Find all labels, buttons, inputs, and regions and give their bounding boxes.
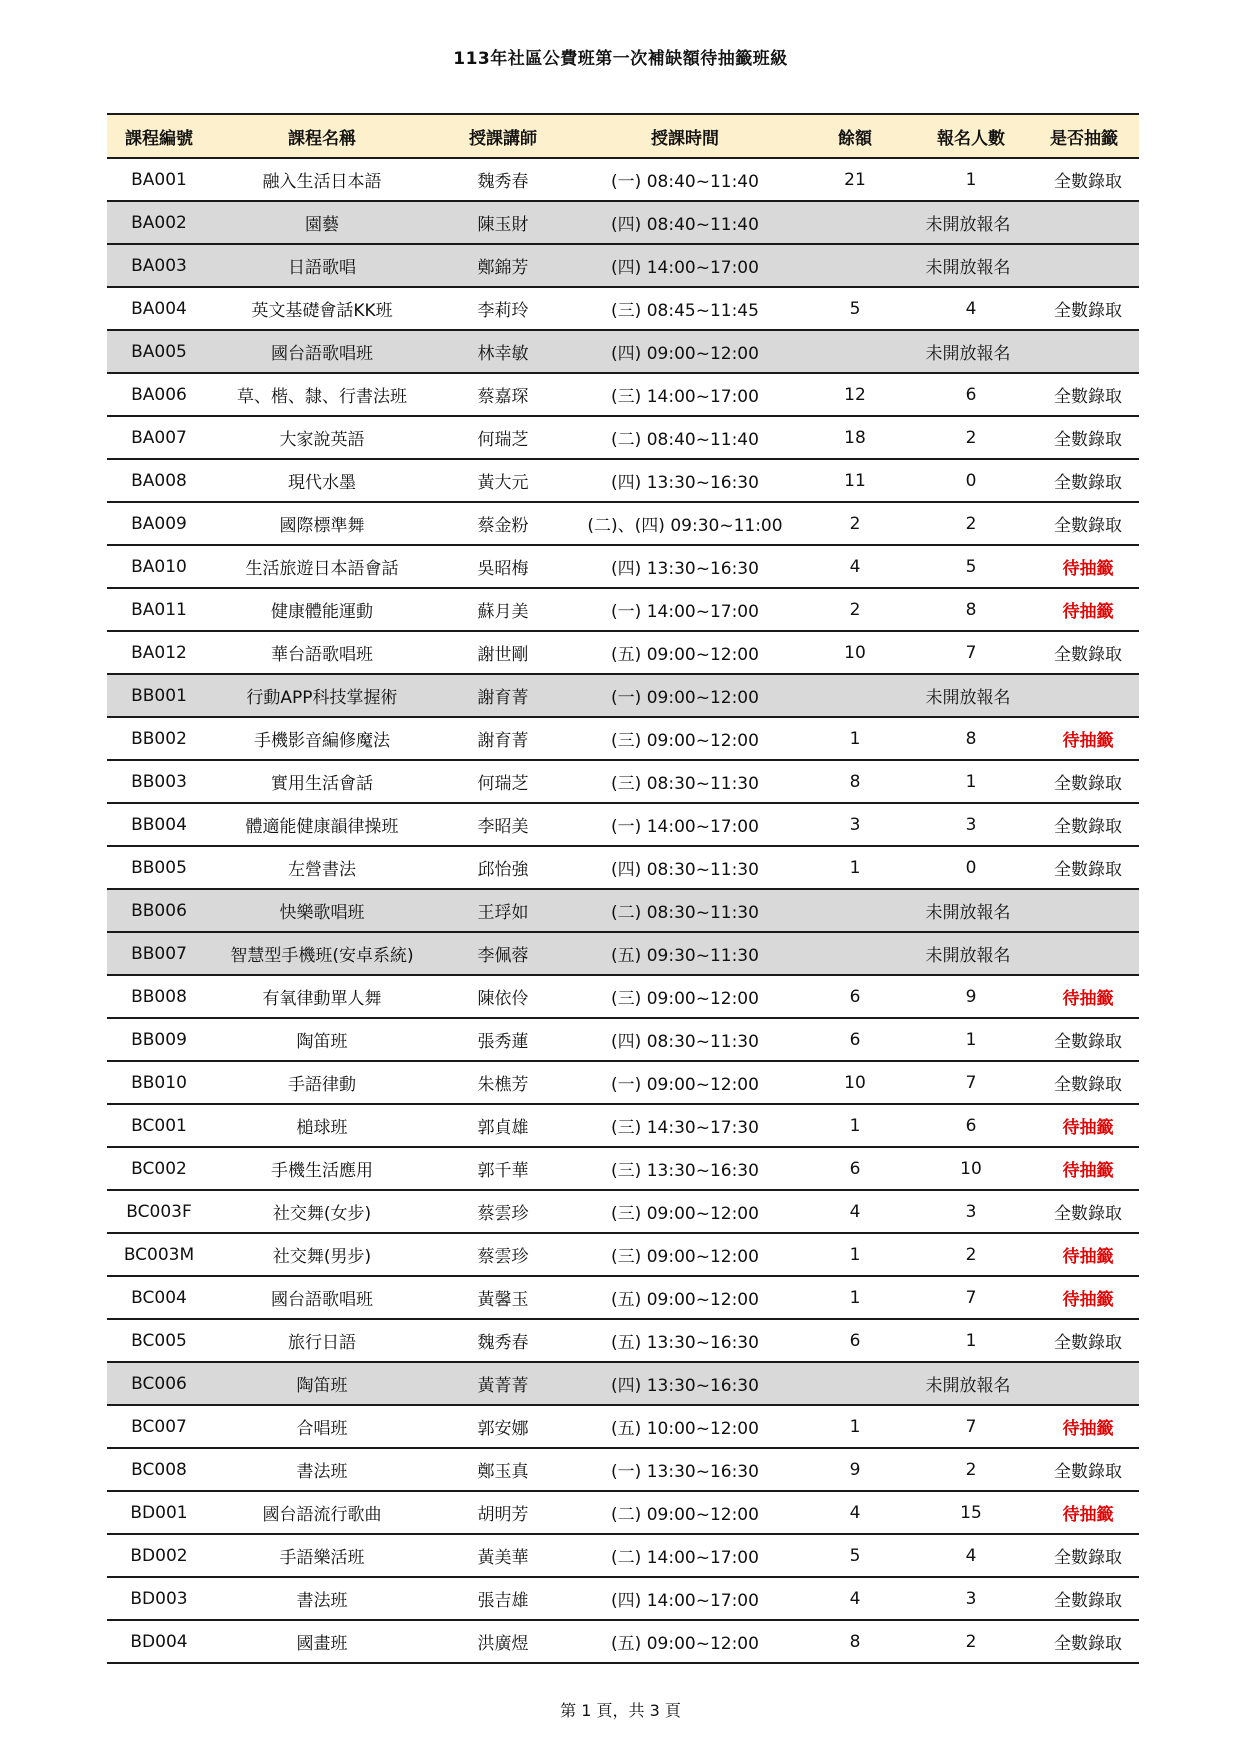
course-name: 手機影音編修魔法 xyxy=(211,717,433,760)
course-name: 國台語流行歌曲 xyxy=(211,1491,433,1534)
course-name: 融入生活日本語 xyxy=(211,158,433,201)
enrolled-count: 6 xyxy=(913,373,1029,416)
table-row xyxy=(107,889,1139,932)
teacher-name: 郭貞雄 xyxy=(433,1104,573,1147)
table-row xyxy=(107,1104,1139,1147)
quota-value: 12 xyxy=(797,373,913,416)
table-row xyxy=(107,373,1139,416)
teacher-name: 鄭錦芳 xyxy=(433,244,573,287)
quota-value: 6 xyxy=(797,975,913,1018)
teacher-name: 林幸敏 xyxy=(433,330,573,373)
table-row xyxy=(107,1233,1139,1276)
course-name: 健康體能運動 xyxy=(211,588,433,631)
teacher-name: 蔡雲珍 xyxy=(433,1233,573,1276)
course-code: BA009 xyxy=(107,502,211,545)
class-time: (四) 08:30~11:30 xyxy=(573,846,797,889)
lottery-status: 全數錄取 xyxy=(1029,760,1139,803)
enrolled-count: 7 xyxy=(913,1276,1029,1319)
lottery-status: 待抽籤 xyxy=(1029,1104,1139,1147)
teacher-name: 李莉玲 xyxy=(433,287,573,330)
course-name: 實用生活會話 xyxy=(211,760,433,803)
table-row xyxy=(107,1448,1139,1491)
class-time: (四) 08:30~11:30 xyxy=(573,1018,797,1061)
enrolled-count: 10 xyxy=(913,1147,1029,1190)
course-name: 現代水墨 xyxy=(211,459,433,502)
course-name: 國際標準舞 xyxy=(211,502,433,545)
enrolled-count: 5 xyxy=(913,545,1029,588)
course-name: 左營書法 xyxy=(211,846,433,889)
teacher-name: 郭安娜 xyxy=(433,1405,573,1448)
table-row xyxy=(107,502,1139,545)
header-enrolled: 報名人數 xyxy=(913,114,1029,158)
quota-value: 2 xyxy=(797,588,913,631)
table-row xyxy=(107,846,1139,889)
class-time: (一) 14:00~17:00 xyxy=(573,803,797,846)
class-time: (二) 08:40~11:40 xyxy=(573,416,797,459)
class-time: (一) 09:00~12:00 xyxy=(573,1061,797,1104)
lottery-status: 全數錄取 xyxy=(1029,803,1139,846)
header-status: 是否抽籤 xyxy=(1029,114,1139,158)
teacher-name: 黃美華 xyxy=(433,1534,573,1577)
teacher-name: 陳玉財 xyxy=(433,201,573,244)
enrolled-count: 7 xyxy=(913,1405,1029,1448)
quota-value: 6 xyxy=(797,1319,913,1362)
header-teacher: 授課講師 xyxy=(433,114,573,158)
quota-value: 3 xyxy=(797,803,913,846)
lottery-status: 待抽籤 xyxy=(1029,1147,1139,1190)
course-code: BC003M xyxy=(107,1233,211,1276)
class-time: (三) 08:45~11:45 xyxy=(573,287,797,330)
course-name: 陶笛班 xyxy=(211,1362,433,1405)
quota-value: 1 xyxy=(797,717,913,760)
table-row xyxy=(107,975,1139,1018)
enrolled-count: 4 xyxy=(913,287,1029,330)
course-code: BB002 xyxy=(107,717,211,760)
course-name: 手語律動 xyxy=(211,1061,433,1104)
table-row xyxy=(107,459,1139,502)
enrolled-count: 7 xyxy=(913,1061,1029,1104)
table-row xyxy=(107,1362,1139,1405)
table-row xyxy=(107,1276,1139,1319)
quota-value: 6 xyxy=(797,1018,913,1061)
course-code: BD001 xyxy=(107,1491,211,1534)
table-row xyxy=(107,1147,1139,1190)
course-code: BA011 xyxy=(107,588,211,631)
quota-value: 9 xyxy=(797,1448,913,1491)
quota-value: 1 xyxy=(797,1276,913,1319)
class-time: (三) 09:00~12:00 xyxy=(573,1233,797,1276)
course-name: 大家說英語 xyxy=(211,416,433,459)
class-time: (五) 09:00~12:00 xyxy=(573,631,797,674)
class-time: (五) 09:00~12:00 xyxy=(573,1276,797,1319)
class-time: (四) 13:30~16:30 xyxy=(573,545,797,588)
lottery-status: 全數錄取 xyxy=(1029,158,1139,201)
table-row xyxy=(107,1620,1139,1663)
quota-value: 4 xyxy=(797,545,913,588)
course-code: BA002 xyxy=(107,201,211,244)
course-code: BC001 xyxy=(107,1104,211,1147)
course-code: BA012 xyxy=(107,631,211,674)
registration-note: 未開放報名 xyxy=(797,244,1139,287)
class-time: (一) 13:30~16:30 xyxy=(573,1448,797,1491)
course-code: BC002 xyxy=(107,1147,211,1190)
lottery-status: 全數錄取 xyxy=(1029,1620,1139,1663)
course-name: 手語樂活班 xyxy=(211,1534,433,1577)
class-time: (三) 09:00~12:00 xyxy=(573,717,797,760)
teacher-name: 蔡金粉 xyxy=(433,502,573,545)
enrolled-count: 1 xyxy=(913,1018,1029,1061)
course-name: 社交舞(女步) xyxy=(211,1190,433,1233)
quota-value: 5 xyxy=(797,1534,913,1577)
lottery-status: 待抽籤 xyxy=(1029,1491,1139,1534)
teacher-name: 黃大元 xyxy=(433,459,573,502)
header-course-name: 課程名稱 xyxy=(211,114,433,158)
registration-note: 未開放報名 xyxy=(797,932,1139,975)
table-row xyxy=(107,287,1139,330)
teacher-name: 蘇月美 xyxy=(433,588,573,631)
class-time: (五) 10:00~12:00 xyxy=(573,1405,797,1448)
table-header-row xyxy=(107,114,1139,158)
teacher-name: 謝世剛 xyxy=(433,631,573,674)
quota-value: 4 xyxy=(797,1491,913,1534)
quota-value: 10 xyxy=(797,631,913,674)
lottery-status: 全數錄取 xyxy=(1029,1577,1139,1620)
course-name: 有氧律動單人舞 xyxy=(211,975,433,1018)
lottery-status: 待抽籤 xyxy=(1029,545,1139,588)
course-code: BA001 xyxy=(107,158,211,201)
quota-value: 4 xyxy=(797,1190,913,1233)
teacher-name: 李昭美 xyxy=(433,803,573,846)
enrolled-count: 3 xyxy=(913,1190,1029,1233)
header-time: 授課時間 xyxy=(573,114,797,158)
course-code: BB003 xyxy=(107,760,211,803)
teacher-name: 王琈如 xyxy=(433,889,573,932)
table-row xyxy=(107,1061,1139,1104)
course-code: BB009 xyxy=(107,1018,211,1061)
table-row xyxy=(107,244,1139,287)
table-row xyxy=(107,201,1139,244)
enrolled-count: 3 xyxy=(913,803,1029,846)
table-row xyxy=(107,760,1139,803)
class-time: (二) 14:00~17:00 xyxy=(573,1534,797,1577)
class-time: (四) 08:40~11:40 xyxy=(573,201,797,244)
lottery-status: 全數錄取 xyxy=(1029,416,1139,459)
teacher-name: 陳依伶 xyxy=(433,975,573,1018)
course-name: 槌球班 xyxy=(211,1104,433,1147)
course-code: BB007 xyxy=(107,932,211,975)
quota-value: 18 xyxy=(797,416,913,459)
course-code: BA008 xyxy=(107,459,211,502)
course-code: BD002 xyxy=(107,1534,211,1577)
teacher-name: 何瑞芝 xyxy=(433,760,573,803)
teacher-name: 吳昭梅 xyxy=(433,545,573,588)
teacher-name: 蔡雲珍 xyxy=(433,1190,573,1233)
course-name: 華台語歌唱班 xyxy=(211,631,433,674)
table-row xyxy=(107,158,1139,201)
quota-value: 1 xyxy=(797,1233,913,1276)
course-name: 國畫班 xyxy=(211,1620,433,1663)
quota-value: 11 xyxy=(797,459,913,502)
quota-value: 1 xyxy=(797,1405,913,1448)
table-row xyxy=(107,588,1139,631)
lottery-status: 全數錄取 xyxy=(1029,846,1139,889)
course-code: BC007 xyxy=(107,1405,211,1448)
teacher-name: 魏秀春 xyxy=(433,158,573,201)
table-row xyxy=(107,416,1139,459)
lottery-status: 全數錄取 xyxy=(1029,1448,1139,1491)
teacher-name: 李佩蓉 xyxy=(433,932,573,975)
quota-value: 10 xyxy=(797,1061,913,1104)
quota-value: 4 xyxy=(797,1577,913,1620)
table-row xyxy=(107,674,1139,717)
course-name: 合唱班 xyxy=(211,1405,433,1448)
lottery-status: 全數錄取 xyxy=(1029,1190,1139,1233)
course-name: 園藝 xyxy=(211,201,433,244)
enrolled-count: 1 xyxy=(913,760,1029,803)
course-name: 旅行日語 xyxy=(211,1319,433,1362)
registration-note: 未開放報名 xyxy=(797,1362,1139,1405)
enrolled-count: 0 xyxy=(913,459,1029,502)
registration-note: 未開放報名 xyxy=(797,201,1139,244)
enrolled-count: 2 xyxy=(913,1233,1029,1276)
lottery-status: 待抽籤 xyxy=(1029,588,1139,631)
class-time: (三) 14:00~17:00 xyxy=(573,373,797,416)
course-name: 國台語歌唱班 xyxy=(211,1276,433,1319)
registration-note: 未開放報名 xyxy=(797,330,1139,373)
lottery-status: 全數錄取 xyxy=(1029,1061,1139,1104)
table-row xyxy=(107,932,1139,975)
teacher-name: 邱怡強 xyxy=(433,846,573,889)
class-time: (五) 09:30~11:30 xyxy=(573,932,797,975)
enrolled-count: 6 xyxy=(913,1104,1029,1147)
class-time: (五) 13:30~16:30 xyxy=(573,1319,797,1362)
class-time: (三) 08:30~11:30 xyxy=(573,760,797,803)
lottery-status: 待抽籤 xyxy=(1029,1405,1139,1448)
course-name: 日語歌唱 xyxy=(211,244,433,287)
enrolled-count: 15 xyxy=(913,1491,1029,1534)
course-name: 體適能健康韻律操班 xyxy=(211,803,433,846)
class-time: (三) 13:30~16:30 xyxy=(573,1147,797,1190)
table-row xyxy=(107,1491,1139,1534)
lottery-status: 全數錄取 xyxy=(1029,631,1139,674)
course-code: BC006 xyxy=(107,1362,211,1405)
enrolled-count: 9 xyxy=(913,975,1029,1018)
course-name: 社交舞(男步) xyxy=(211,1233,433,1276)
table-row xyxy=(107,330,1139,373)
course-code: BA005 xyxy=(107,330,211,373)
teacher-name: 胡明芳 xyxy=(433,1491,573,1534)
class-time: (一) 14:00~17:00 xyxy=(573,588,797,631)
quota-value: 8 xyxy=(797,1620,913,1663)
course-code: BB005 xyxy=(107,846,211,889)
class-time: (二) 08:30~11:30 xyxy=(573,889,797,932)
lottery-status: 待抽籤 xyxy=(1029,975,1139,1018)
course-name: 陶笛班 xyxy=(211,1018,433,1061)
lottery-status: 全數錄取 xyxy=(1029,502,1139,545)
table-row xyxy=(107,803,1139,846)
quota-value: 5 xyxy=(797,287,913,330)
course-code: BA003 xyxy=(107,244,211,287)
course-name: 生活旅遊日本語會話 xyxy=(211,545,433,588)
course-code: BD004 xyxy=(107,1620,211,1663)
course-code: BB008 xyxy=(107,975,211,1018)
registration-note: 未開放報名 xyxy=(797,889,1139,932)
enrolled-count: 0 xyxy=(913,846,1029,889)
table-row xyxy=(107,1190,1139,1233)
class-time: (四) 14:00~17:00 xyxy=(573,1577,797,1620)
course-table xyxy=(107,113,1139,1664)
teacher-name: 張吉雄 xyxy=(433,1577,573,1620)
enrolled-count: 3 xyxy=(913,1577,1029,1620)
course-code: BA004 xyxy=(107,287,211,330)
registration-note: 未開放報名 xyxy=(797,674,1139,717)
lottery-status: 全數錄取 xyxy=(1029,373,1139,416)
course-code: BD003 xyxy=(107,1577,211,1620)
enrolled-count: 2 xyxy=(913,502,1029,545)
course-name: 快樂歌唱班 xyxy=(211,889,433,932)
course-name: 書法班 xyxy=(211,1448,433,1491)
lottery-status: 待抽籤 xyxy=(1029,1276,1139,1319)
enrolled-count: 8 xyxy=(913,588,1029,631)
course-code: BA010 xyxy=(107,545,211,588)
quota-value: 8 xyxy=(797,760,913,803)
table-row xyxy=(107,631,1139,674)
quota-value: 2 xyxy=(797,502,913,545)
lottery-status: 全數錄取 xyxy=(1029,459,1139,502)
course-code: BA007 xyxy=(107,416,211,459)
class-time: (二) 09:00~12:00 xyxy=(573,1491,797,1534)
course-name: 書法班 xyxy=(211,1577,433,1620)
course-code: BB010 xyxy=(107,1061,211,1104)
lottery-status: 全數錄取 xyxy=(1029,287,1139,330)
quota-value: 21 xyxy=(797,158,913,201)
enrolled-count: 2 xyxy=(913,1620,1029,1663)
class-time: (三) 09:00~12:00 xyxy=(573,1190,797,1233)
table-row xyxy=(107,1405,1139,1448)
course-code: BB004 xyxy=(107,803,211,846)
page-footer: 第 1 頁，共 3 頁 xyxy=(560,1701,681,1720)
teacher-name: 魏秀春 xyxy=(433,1319,573,1362)
lottery-status: 全數錄取 xyxy=(1029,1534,1139,1577)
class-time: (一) 08:40~11:40 xyxy=(573,158,797,201)
table-row xyxy=(107,1577,1139,1620)
course-name: 英文基礎會話KK班 xyxy=(211,287,433,330)
enrolled-count: 4 xyxy=(913,1534,1029,1577)
course-code: BA006 xyxy=(107,373,211,416)
table-row xyxy=(107,545,1139,588)
course-code: BB006 xyxy=(107,889,211,932)
teacher-name: 蔡嘉琛 xyxy=(433,373,573,416)
lottery-status: 全數錄取 xyxy=(1029,1319,1139,1362)
table-row xyxy=(107,1018,1139,1061)
enrolled-count: 2 xyxy=(913,1448,1029,1491)
header-quota: 餘額 xyxy=(797,114,913,158)
teacher-name: 謝育菁 xyxy=(433,674,573,717)
course-name: 草、楷、隸、行書法班 xyxy=(211,373,433,416)
quota-value: 1 xyxy=(797,1104,913,1147)
course-code: BC005 xyxy=(107,1319,211,1362)
quota-value: 1 xyxy=(797,846,913,889)
course-name: 手機生活應用 xyxy=(211,1147,433,1190)
course-code: BC003F xyxy=(107,1190,211,1233)
quota-value: 6 xyxy=(797,1147,913,1190)
course-name: 國台語歌唱班 xyxy=(211,330,433,373)
class-time: (二)、(四) 09:30~11:00 xyxy=(573,502,797,545)
page-title: 113年社區公費班第一次補缺額待抽籤班級 xyxy=(453,49,788,69)
enrolled-count: 2 xyxy=(913,416,1029,459)
table-row xyxy=(107,717,1139,760)
class-time: (四) 13:30~16:30 xyxy=(573,1362,797,1405)
class-time: (一) 09:00~12:00 xyxy=(573,674,797,717)
lottery-status: 待抽籤 xyxy=(1029,717,1139,760)
lottery-status: 待抽籤 xyxy=(1029,1233,1139,1276)
header-course-code: 課程編號 xyxy=(107,114,211,158)
enrolled-count: 1 xyxy=(913,1319,1029,1362)
table-row xyxy=(107,1319,1139,1362)
course-code: BC008 xyxy=(107,1448,211,1491)
teacher-name: 何瑞芝 xyxy=(433,416,573,459)
class-time: (四) 14:00~17:00 xyxy=(573,244,797,287)
lottery-status: 全數錄取 xyxy=(1029,1018,1139,1061)
class-time: (四) 09:00~12:00 xyxy=(573,330,797,373)
class-time: (三) 14:30~17:30 xyxy=(573,1104,797,1147)
teacher-name: 黃馨玉 xyxy=(433,1276,573,1319)
course-name: 行動APP科技掌握術 xyxy=(211,674,433,717)
class-time: (三) 09:00~12:00 xyxy=(573,975,797,1018)
course-name: 智慧型手機班(安卓系統) xyxy=(211,932,433,975)
course-code: BC004 xyxy=(107,1276,211,1319)
teacher-name: 郭千華 xyxy=(433,1147,573,1190)
teacher-name: 謝育菁 xyxy=(433,717,573,760)
teacher-name: 鄭玉真 xyxy=(433,1448,573,1491)
teacher-name: 洪廣煜 xyxy=(433,1620,573,1663)
enrolled-count: 7 xyxy=(913,631,1029,674)
class-time: (五) 09:00~12:00 xyxy=(573,1620,797,1663)
class-time: (四) 13:30~16:30 xyxy=(573,459,797,502)
course-code: BB001 xyxy=(107,674,211,717)
table-row xyxy=(107,1534,1139,1577)
enrolled-count: 1 xyxy=(913,158,1029,201)
teacher-name: 張秀蓮 xyxy=(433,1018,573,1061)
enrolled-count: 8 xyxy=(913,717,1029,760)
teacher-name: 黃菁菁 xyxy=(433,1362,573,1405)
teacher-name: 朱樵芳 xyxy=(433,1061,573,1104)
